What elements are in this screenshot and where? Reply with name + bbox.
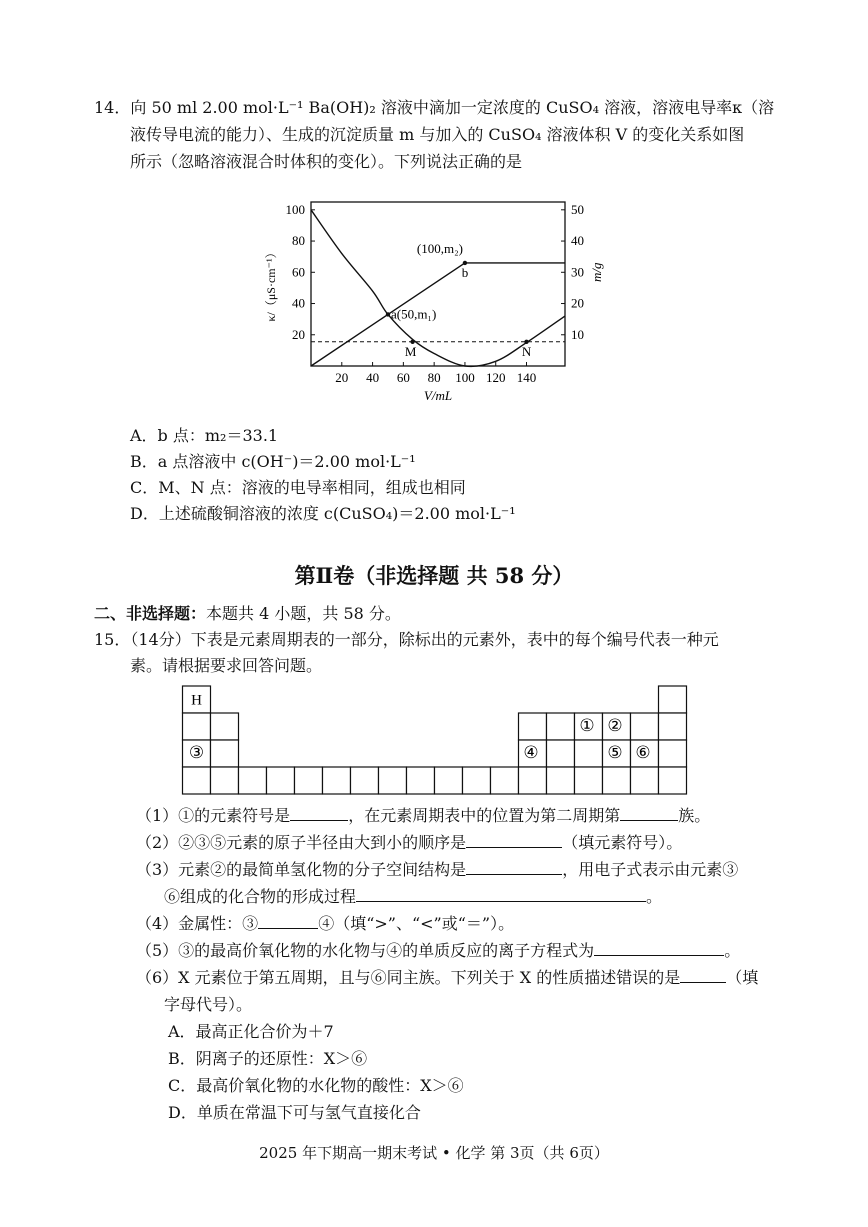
periodic-table-cell: [267, 767, 295, 794]
q15-part-6-line-1: [136, 968, 758, 988]
q15-p6-text-b: （填: [726, 968, 759, 987]
x-tick-label: 120: [485, 370, 506, 385]
q15-part-3-line-2: [164, 887, 662, 907]
pt-label-3: ③: [188, 742, 205, 762]
periodic-table-cell: [463, 767, 491, 794]
periodic-table-cell: [631, 767, 659, 794]
q15-p1-text-a: （1）①的元素符号是: [136, 806, 291, 825]
answer-blank-3a[interactable]: [466, 860, 562, 875]
section-intro-text: 本题共 4 小题，共 58 分。: [206, 604, 401, 623]
periodic-table-cell: [547, 767, 575, 794]
y-left-axis-label: κ/（μS·cm⁻¹）: [264, 246, 278, 322]
periodic-table-cell: [575, 740, 603, 767]
periodic-table-cell: [211, 740, 239, 767]
y-right-tick-label: 30: [571, 264, 584, 280]
pt-label-4: ④: [523, 742, 539, 762]
x-axis-label: V/mL: [423, 388, 453, 403]
q15-p3-text-d: 。: [646, 887, 663, 906]
y-left-tick-label: 60: [292, 264, 305, 280]
answer-blank-4[interactable]: [258, 914, 318, 929]
periodic-table-cell: [659, 713, 687, 740]
pt-label-6: ⑥: [635, 742, 651, 762]
q15-p2-text-a: （2）②③⑤元素的原子半径由大到小的顺序是: [136, 833, 467, 852]
periodic-table-cell: [631, 713, 659, 740]
q15-stem-line-2: 素。请根据要求回答问题。: [130, 656, 323, 675]
y-right-tick-label: 50: [571, 201, 584, 217]
q15-stem-line-1: 15．（14分）下表是元素周期表的一部分，除标出的元素外，表中的每个编号代表一种元: [94, 630, 719, 649]
pt-label-2: ②: [607, 715, 623, 735]
q15-p5-text-a: （5）③的最高价氧化物的水化物与④的单质反应的离子方程式为: [136, 941, 595, 960]
annotation-label: a(50,m₁): [390, 306, 437, 322]
annotation-label: M: [404, 343, 417, 359]
q15-option-c: C．最高价氧化物的水化物的酸性：X＞⑥: [168, 1076, 464, 1095]
pt-label-5: ⑤: [607, 742, 623, 762]
periodic-table-cell: [351, 767, 379, 794]
periodic-table-cell: [323, 767, 351, 794]
q15-part-2: [136, 833, 682, 853]
periodic-table-fragment: [180, 682, 690, 800]
q15-p4-text-b: ④（填“>”、“<”或“＝”）。: [318, 914, 515, 933]
y-left-tick-label: 40: [292, 295, 305, 311]
q15-p3-text-a: （3）元素②的最简单氢化物的分子空间结构是: [136, 860, 467, 879]
pt-label-1: ①: [579, 715, 595, 735]
y-left-tick-label: 100: [285, 201, 305, 217]
section-intro-heading: 二、非选择题：: [94, 604, 207, 623]
periodic-table-cell: [379, 767, 407, 794]
q15-p6-text-a: （6）X 元素位于第五周期，且与⑥同主族。下列关于 X 的性质描述错误的是: [136, 968, 681, 987]
q15-p3-text-c: ⑥组成的化合物的形成过程: [164, 887, 357, 906]
periodic-table-cell: [547, 740, 575, 767]
y-right-axis-label: m/g: [589, 262, 604, 283]
periodic-table-cell: [659, 686, 687, 713]
q15-option-a: A．最高正化合价为＋7: [168, 1022, 334, 1041]
conductivity-mass-chart: [255, 190, 615, 410]
q14-option-c: C．M、N 点：溶液的电导率相同，组成也相同: [130, 478, 466, 497]
q15-part-1: [136, 806, 710, 826]
periodic-table-cell: [239, 767, 267, 794]
periodic-table-cell: [519, 767, 547, 794]
periodic-table-cell: [659, 740, 687, 767]
answer-blank-6[interactable]: [680, 968, 726, 983]
q14-stem-line-3: 所示（忽略溶液混合时体积的变化）。下列说法正确的是: [130, 152, 523, 171]
q15-p4-text-a: （4）金属性：③: [136, 914, 259, 933]
x-tick-label: 20: [335, 370, 349, 385]
periodic-table-cell: [603, 767, 631, 794]
y-right-tick-label: 20: [571, 295, 584, 311]
section-title: 第Ⅱ卷（非选择题 共 58 分）: [294, 563, 574, 588]
q15-p1-text-c: 族。: [678, 806, 711, 825]
periodic-table-cell: [519, 713, 547, 740]
q14-stem-line-1: 14．向 50 ml 2.00 mol·L⁻¹ Ba(OH)₂ 溶液中滴加一定浓度的 CuSO₄ 溶液，溶液电导率κ（溶: [94, 98, 775, 117]
annotation-point: [386, 312, 390, 316]
q15-part-6-line-2: 字母代号）。: [164, 995, 253, 1014]
answer-blank-2[interactable]: [466, 833, 562, 848]
periodic-table-cell: [547, 713, 575, 740]
x-tick-label: 60: [396, 370, 410, 385]
annotation-label: N: [521, 343, 532, 359]
y-left-tick-label: 20: [292, 326, 305, 342]
q14-stem-line-2: 液传导电流的能力）、生成的沉淀质量 m 与加入的 CuSO₄ 溶液体积 V 的变化关系如图: [130, 125, 745, 144]
periodic-table-cell: [211, 767, 239, 794]
q14-option-b: B．a 点溶液中 c(OH⁻)＝2.00 mol·L⁻¹: [130, 452, 416, 471]
x-tick-label: 80: [427, 370, 441, 385]
periodic-table-cell: [659, 767, 687, 794]
q15-option-d: D．单质在常温下可与氢气直接化合: [168, 1103, 421, 1122]
periodic-table-cell: [183, 767, 211, 794]
pt-label-h: H: [191, 692, 202, 709]
answer-blank-1a[interactable]: [290, 806, 348, 821]
periodic-table-cell: [407, 767, 435, 794]
section-intro: [94, 604, 401, 624]
annotation-label: b: [461, 264, 469, 280]
q15-p5-text-b: 。: [724, 941, 741, 960]
answer-blank-5[interactable]: [594, 941, 724, 956]
periodic-table-cell: [211, 713, 239, 740]
q15-option-b: B．阴离子的还原性：X＞⑥: [168, 1049, 368, 1068]
q15-part-4: [136, 914, 514, 934]
periodic-table-cell: [575, 767, 603, 794]
y-right-tick-label: 40: [571, 233, 584, 249]
y-left-tick-label: 80: [292, 233, 305, 249]
periodic-table-cell: [183, 713, 211, 740]
periodic-table-cell: [435, 767, 463, 794]
periodic-table-cell: [295, 767, 323, 794]
answer-blank-3b[interactable]: [356, 887, 646, 902]
q15-p2-text-b: （填元素符号）。: [562, 833, 683, 852]
annotation-label: (100,m₂): [416, 240, 463, 256]
q15-p3-text-b: ，用电子式表示由元素③: [562, 860, 739, 879]
x-tick-label: 100: [455, 370, 475, 385]
q15-p1-text-b: ，在元素周期表中的位置为第二周期第: [348, 806, 621, 825]
q15-part-5: [136, 941, 740, 961]
q14-option-d: D．上述硫酸铜溶液的浓度 c(CuSO₄)＝2.00 mol·L⁻¹: [130, 504, 516, 523]
answer-blank-1b[interactable]: [620, 806, 678, 821]
q14-option-a: A．b 点：m₂＝33.1: [130, 426, 279, 445]
page-footer: 2025 年下期高一期末考试 • 化学 第 3页（共 6页）: [259, 1144, 609, 1162]
x-tick-label: 40: [366, 370, 380, 385]
periodic-table-cell: [491, 767, 519, 794]
y-right-tick-label: 10: [571, 326, 584, 342]
q15-part-3-line-1: [136, 860, 738, 880]
x-tick-label: 140: [516, 370, 537, 385]
